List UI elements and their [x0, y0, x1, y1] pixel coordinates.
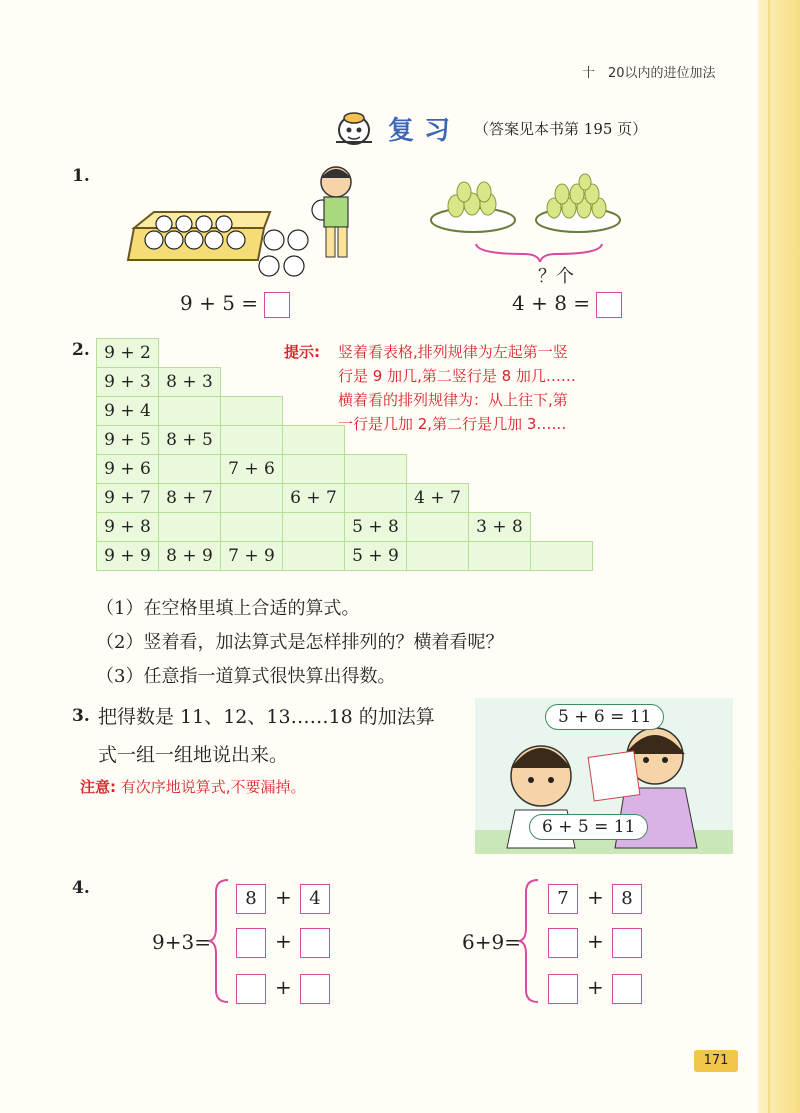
- table-cell: 9 + 5: [97, 426, 159, 455]
- table-cell: 9 + 8: [97, 513, 159, 542]
- table-cell: 9 + 6: [97, 455, 159, 484]
- q4-right-box[interactable]: 8: [612, 884, 642, 914]
- q4-left-expr: 9+3=: [152, 930, 211, 954]
- q1-left-expr: 9 + 5 =: [180, 291, 259, 315]
- chapter-header: 十 20以内的进位加法: [582, 66, 716, 81]
- hint-label: 提示:: [284, 343, 320, 361]
- right-brace-icon: [518, 878, 542, 1004]
- table-cell[interactable]: [221, 513, 283, 542]
- table-cell: 5 + 8: [345, 513, 407, 542]
- left-brace-icon: [208, 878, 232, 1004]
- title-note: （答案见本书第 195 页）: [474, 119, 648, 138]
- table-cell: 8 + 5: [159, 426, 221, 455]
- plus-sign: +: [587, 929, 604, 953]
- q4-number: 4.: [72, 878, 90, 898]
- table-cell: 9 + 3: [97, 368, 159, 397]
- q2-hint-text: [338, 340, 648, 436]
- q1-number: 1.: [72, 166, 90, 186]
- q1-right-equation: [512, 291, 622, 318]
- q1-right-answer-box[interactable]: [596, 292, 622, 318]
- plus-sign: +: [275, 975, 292, 999]
- table-cell: 8 + 9: [159, 542, 221, 571]
- q4-right-box[interactable]: 7: [548, 884, 578, 914]
- table-cell[interactable]: [283, 542, 345, 571]
- q4-left-box[interactable]: [300, 974, 330, 1004]
- table-cell: 9 + 2: [97, 339, 159, 368]
- q2-sub-3: （3）任意指一道算式很快算出得数。: [96, 666, 396, 687]
- q1-left-answer-box[interactable]: [264, 292, 290, 318]
- q2-number: 2.: [72, 340, 90, 360]
- speech-bubble: 6 + 5 = 11: [529, 814, 648, 840]
- table-cell: 8 + 3: [159, 368, 221, 397]
- q1-brace-label: ？个: [538, 266, 574, 287]
- q2-hint: [284, 340, 320, 364]
- table-cell: 4 + 7: [407, 484, 469, 513]
- q4-right-box[interactable]: [548, 928, 578, 958]
- children-illustration: [475, 698, 733, 854]
- q1-right-expr: 4 + 8 =: [512, 291, 591, 315]
- table-cell[interactable]: [531, 542, 593, 571]
- q2-sub-1: （1）在空格里填上合适的算式。: [96, 598, 360, 619]
- q4-left-box[interactable]: [300, 928, 330, 958]
- q4-right-box[interactable]: [612, 928, 642, 958]
- soccer-ball-illustration: [124, 160, 374, 284]
- table-cell[interactable]: [407, 513, 469, 542]
- q2-sub-2: （2）竖着看，加法算式是怎样排列的？横着看呢？: [96, 632, 504, 653]
- plus-sign: +: [587, 975, 604, 999]
- speech-bubble: 5 + 6 = 11: [545, 704, 664, 730]
- pear-plates-illustration: [428, 172, 622, 262]
- table-cell: 9 + 7: [97, 484, 159, 513]
- mascot-icon: [332, 108, 378, 148]
- table-cell[interactable]: [345, 455, 407, 484]
- table-cell: 9 + 9: [97, 542, 159, 571]
- table-cell[interactable]: [221, 484, 283, 513]
- table-cell: 7 + 9: [221, 542, 283, 571]
- q4-left-box[interactable]: [236, 974, 266, 1004]
- q3-number: 3.: [72, 706, 90, 726]
- table-cell: 5 + 9: [345, 542, 407, 571]
- plus-sign: +: [587, 885, 604, 909]
- table-cell[interactable]: [221, 426, 283, 455]
- title-row: [332, 108, 647, 148]
- hint-line: 竖着看表格,排列规律为左起第一竖: [338, 343, 568, 361]
- q4-right-box[interactable]: [612, 974, 642, 1004]
- table-cell[interactable]: [159, 513, 221, 542]
- table-cell[interactable]: [345, 484, 407, 513]
- table-cell[interactable]: [221, 397, 283, 426]
- table-cell: 8 + 7: [159, 484, 221, 513]
- q4-left-box[interactable]: [236, 928, 266, 958]
- section-title: 复习: [388, 115, 461, 146]
- q3-text: 把得数是 11、12、13……18 的加法算式一组一组地说出来。: [98, 706, 435, 766]
- note-label: 注意:: [80, 778, 116, 796]
- hint-line: 行是 9 加几,第二竖行是 8 加几……: [338, 367, 576, 385]
- page-edge: [758, 0, 800, 1113]
- table-cell[interactable]: [283, 455, 345, 484]
- plus-sign: +: [275, 885, 292, 909]
- plus-sign: +: [275, 929, 292, 953]
- page-number: 171: [694, 1050, 738, 1072]
- q1-left-equation: [180, 291, 290, 318]
- q3-note: [80, 776, 306, 797]
- table-cell[interactable]: [283, 426, 345, 455]
- table-cell[interactable]: [469, 542, 531, 571]
- q4-right-expr: 6+9=: [462, 930, 521, 954]
- table-cell[interactable]: [283, 513, 345, 542]
- q4-left-box[interactable]: 4: [300, 884, 330, 914]
- hint-line: 横着看的排列规律为：从上往下,第: [338, 391, 568, 409]
- note-text: 有次序地说算式,不要漏掉。: [120, 778, 306, 796]
- table-cell: 6 + 7: [283, 484, 345, 513]
- hint-line: 一行是几加 2,第二行是几加 3……: [338, 415, 567, 433]
- table-cell: 9 + 4: [97, 397, 159, 426]
- q4-right-box[interactable]: [548, 974, 578, 1004]
- q4-left-box[interactable]: 8: [236, 884, 266, 914]
- table-cell[interactable]: [159, 455, 221, 484]
- table-cell[interactable]: [407, 542, 469, 571]
- table-cell[interactable]: [159, 397, 221, 426]
- table-cell: 3 + 8: [469, 513, 531, 542]
- table-cell: 7 + 6: [221, 455, 283, 484]
